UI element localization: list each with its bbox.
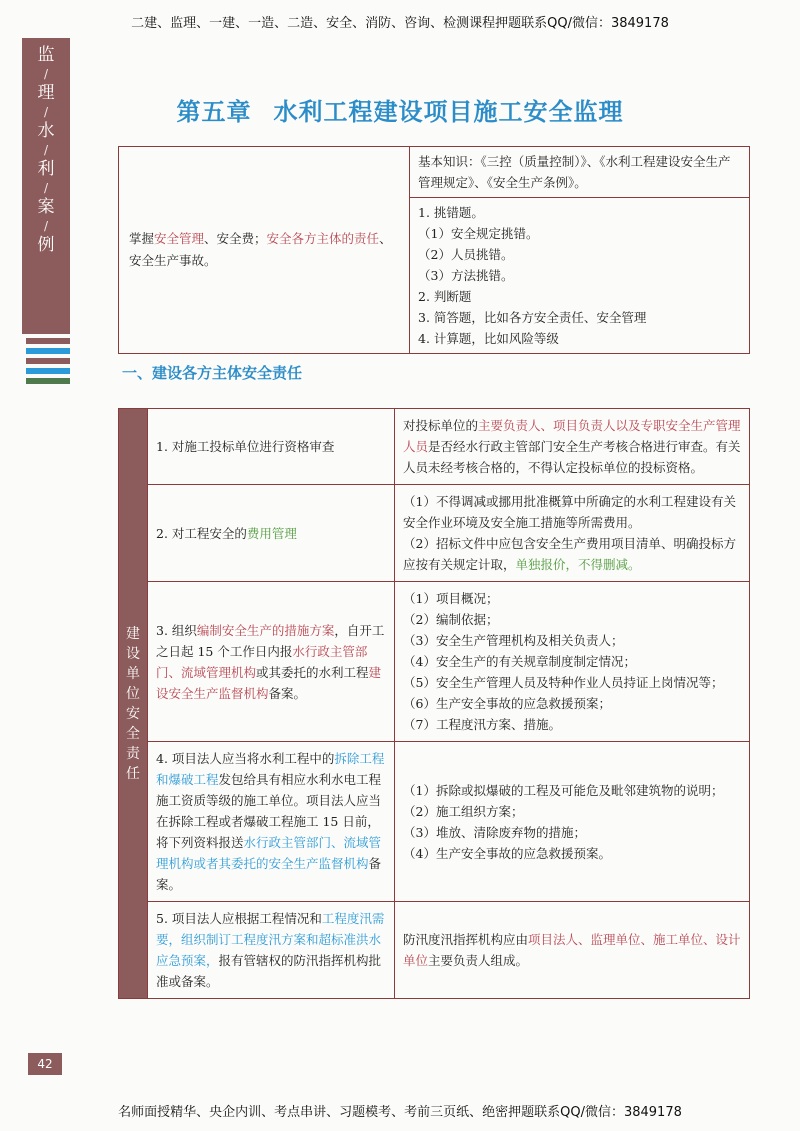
side-tab-char: 监 (37, 45, 55, 65)
table-row (119, 485, 750, 582)
list-item: 3. 简答题，比如各方安全责任、安全管理 (418, 310, 647, 325)
text-run: 、安全费； (204, 231, 267, 246)
duty-item (148, 742, 395, 902)
detail-line (403, 588, 741, 609)
side-tab-char: 水 (37, 121, 55, 141)
side-label-char: 单 (126, 665, 140, 682)
text-run: （6）生产安全事故的应急救援预案； (403, 696, 611, 711)
side-tab-char: 理 (37, 83, 55, 103)
side-label-text (119, 624, 147, 784)
side-label-char: 任 (126, 765, 140, 782)
detail-line (403, 415, 741, 478)
side-tab-char: 案 (37, 197, 55, 217)
highlighted-text: 安全管理 (154, 231, 205, 246)
text-run: 掌握 (129, 231, 155, 246)
header-banner: 二建、监理、一建、一造、二造、安全、消防、咨询、检测课程押题联系QQ/微信：3849178 (131, 16, 669, 31)
text-run: （5）安全生产管理人员及特种作业人员持证上岗情况等； (403, 675, 724, 690)
table-row (119, 409, 750, 485)
text-run: 报有管辖权的防汛指挥机构批准或备案。 (156, 953, 382, 989)
section-heading: 一、建设各方主体安全责任 (122, 364, 303, 382)
text-run: 5. 项目法人应根据工程情况和 (156, 911, 322, 926)
text-run: 4. 项目法人应当将水利工程中的 (156, 751, 335, 766)
side-label-char: 全 (126, 725, 140, 742)
text-run: 防汛度汛指挥机构应由 (403, 932, 529, 947)
detail-line (403, 714, 741, 735)
highlighted-text: 项目法人、监理单位、施工单位、设计单位 (403, 932, 741, 968)
chapter-title (0, 92, 800, 127)
highlighted-text: 水行政主管部门、流域管理机构 (156, 643, 368, 680)
highlighted-text: 主要负责人、项目负责人以及专职安全生产管理人员 (403, 418, 741, 454)
detail-line (403, 651, 741, 672)
highlighted-text: 拆除工程和爆破工程 (156, 751, 385, 787)
text-run: （3）堆放、清除废弃物的措施； (403, 824, 586, 840)
text-run: 备案。 (156, 856, 382, 892)
list-item: 1. 挑错题。 (418, 205, 484, 220)
text-run: （2）招标文件中应包含安全生产费用项目清单、明确投标方应按有关规定计取， (403, 536, 736, 572)
highlighted-text: 费用管理 (246, 525, 297, 541)
list-item: 2. 判断题 (418, 289, 472, 304)
duty-item (148, 409, 395, 485)
duty-detail (395, 742, 750, 902)
text-run: 3. 组织 (156, 622, 197, 638)
text-run: 是否经水行政主管部门安全生产考核合格进行审查。有关人员未经考核合格的，不得认定投标单位的投标资格。 (403, 439, 741, 475)
detail-line (403, 491, 741, 533)
detail-line (403, 929, 741, 971)
summary-key-points (119, 147, 410, 354)
duty-detail (395, 902, 750, 999)
chapter-title-text: 水利工程建设项目施工安全监理 (273, 98, 624, 126)
highlighted-text: 单独报价，不得删减。 (515, 557, 641, 572)
side-tab-char: 例 (37, 235, 55, 255)
summary-table (118, 146, 750, 354)
highlighted-text: 编制安全生产的措施方案 (196, 622, 335, 638)
detail-line (403, 780, 741, 801)
list-item: 4. 计算题，比如风险等级 (418, 331, 559, 346)
side-label-char: 位 (126, 685, 140, 702)
page-number: 42 (28, 1053, 62, 1075)
duty-table (118, 408, 750, 999)
table-row (119, 902, 750, 999)
highlighted-text: 工程度汛需要，组织制订工程度汛方案和超标准洪水应急预案， (156, 911, 385, 968)
side-label-char: 建 (126, 625, 140, 642)
list-item: （2）人员挑错。 (418, 247, 514, 262)
list-item: （1）安全规定挑错。 (418, 226, 539, 241)
detail-line (403, 693, 741, 714)
summary-basic-knowledge: 基本知识：《三控（质量控制）》、《水利工程建设安全生产管理规定》、《安全生产条例》。 (410, 147, 750, 198)
highlighted-text: 安全各方主体的责任 (266, 231, 380, 246)
text-run: （1）不得调减或挪用批准概算中所确定的水利工程建设有关安全作业环境及安全施工措施等所需费用。 (403, 494, 736, 530)
duty-detail (395, 582, 750, 742)
side-section-tab: 监 / 理 / 水 / 利 / 案 / 例 (22, 38, 70, 334)
detail-line (403, 533, 741, 575)
text-run: （7）工程度汛方案、措施。 (403, 717, 561, 732)
text-run: 或其委托的水利工程 (256, 664, 369, 680)
text-run: （1）拆除或拟爆破的工程及可能危及毗邻建筑物的说明； (403, 782, 724, 798)
text-run: 、安全生产事故。 (129, 231, 392, 268)
side-label-char: 安 (126, 705, 140, 722)
detail-line (403, 822, 741, 843)
detail-line (403, 801, 741, 822)
highlighted-text: 建设安全生产监督机构 (156, 664, 382, 701)
side-tab-char: 利 (37, 159, 55, 179)
side-label-char: 责 (126, 745, 140, 762)
text-run: （4）生产安全事故的应急救援预案。 (403, 845, 611, 861)
text-run: 主要负责人组成。 (428, 953, 529, 968)
summary-question-types (410, 198, 750, 354)
text-run: ，自开工之日起 15 个工作日内报 (156, 622, 385, 659)
text-run: （2）编制依据； (403, 612, 499, 627)
detail-line (403, 672, 741, 693)
detail-line (403, 609, 741, 630)
detail-line (403, 630, 741, 651)
table-row (119, 582, 750, 742)
text-run: （1）项目概况； (403, 591, 499, 606)
duty-item (148, 902, 395, 999)
highlighted-text: 水行政主管部门、流域管理机构或者其委托的安全生产监督机构 (156, 835, 382, 871)
text-run: 对投标单位的 (403, 418, 479, 433)
text-run: （4）安全生产的有关规章制度制定情况； (403, 654, 636, 669)
text-run: （3）安全生产管理机构及相关负责人； (403, 633, 624, 648)
side-label (119, 409, 148, 999)
chapter-number: 第五章 (176, 98, 252, 126)
text-run: 1. 对施工投标单位进行资格审查 (156, 439, 335, 454)
text-run: 发包给具有相应水利水电工程施工资质等级的施工单位。项目法人应当在拆除工程或者爆破工程施工 15 日前，将下列资料报送 (156, 772, 382, 850)
table-row (119, 742, 750, 902)
duty-item (148, 485, 395, 582)
text-run: （2）施工组织方案； (403, 803, 524, 819)
footer-banner: 名师面授精华、央企内训、考点串讲、习题模考、考前三页纸、绝密押题联系QQ/微信：3849178 (118, 1105, 682, 1120)
duty-item (148, 582, 395, 742)
duty-detail (395, 409, 750, 485)
detail-line (403, 843, 741, 864)
list-item: （3）方法挑错。 (418, 268, 514, 283)
side-label-char: 设 (126, 645, 140, 662)
text-run: 2. 对工程安全的 (156, 525, 247, 541)
decorative-stripes (26, 338, 70, 388)
text-run: 备案。 (268, 685, 307, 701)
duty-detail (395, 485, 750, 582)
